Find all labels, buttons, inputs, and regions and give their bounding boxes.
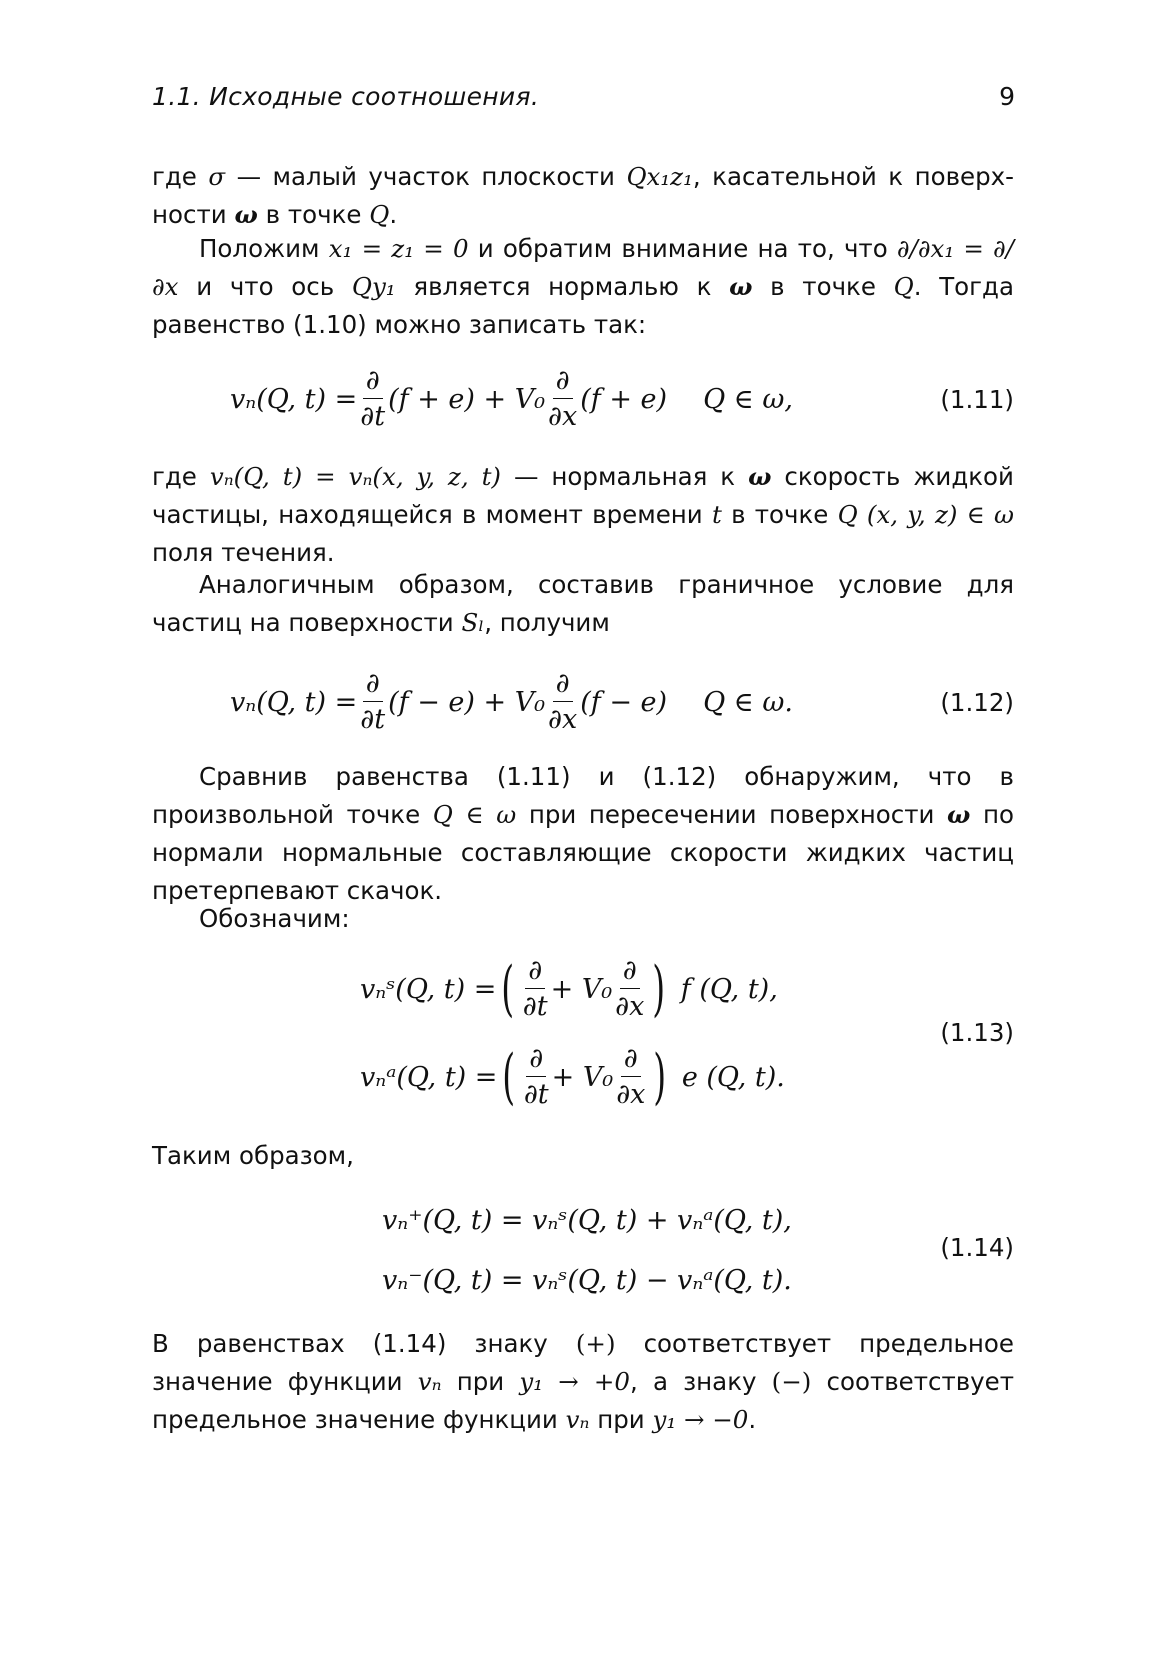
equation-line: vₙ⁻(Q, t) = vₙˢ(Q, t) − vₙᵃ(Q, t). [382, 1265, 792, 1296]
equation-1-12: vₙ(Q, t) = $\frac{\partial}{\partial t}$ (f − e) + V₀ $\frac{\partial}{\partial x}$ (f − e) Q ∈ ω. (1.12) [230, 668, 1014, 735]
paragraph-6: Обозначим: [199, 904, 350, 933]
equation-number: (1.12) [940, 688, 1014, 717]
paragraph-7: Таким образом, [152, 1141, 354, 1170]
equation-line: vₙ⁺(Q, t) = vₙˢ(Q, t) + vₙᵃ(Q, t), [382, 1205, 792, 1236]
paragraph-4: Аналогичным образом, составив граничное условие для частиц на поверхности Sₗ, получим [152, 570, 1014, 637]
equation-number: (1.13) [940, 1018, 1014, 1047]
equation-1-13: vₙˢ(Q, t) = ( $\frac{\partial}{\partial t}$ + V₀ $\frac{\partial}{\partial x}$ ) f (Q, t), vₙᵃ(Q, t) = ( $\frac{\partial}{\partial t}$ + V₀ $\frac{\partial}{\partial x}$ ) e (Q, t). (1.13) [360, 954, 1014, 1112]
paragraph-8: В равенствах (1.14) знаку (+) соответствует предельное значение функции vₙ при y₁ → +0, а знаку (−) соответствует предельное значение функции vₙ при y₁ → −0. [152, 1329, 1015, 1434]
paragraph-3: где vₙ(Q, t) = vₙ(x, y, z, t) — нормальная к ω скорость жидкой частицы, находящейся в момент времени t в точке Q (x, y, z) ∈ ω поля течения. [152, 462, 1014, 567]
equation-1-14 [152, 1205, 1014, 1325]
page-number: 9 [999, 82, 1015, 111]
equation-number: (1.14) [940, 1233, 1014, 1262]
paragraph-1: где σ — малый участок плоскости Qx₁z₁, касательной к поверх-ности ω в точке Q. [152, 162, 1014, 229]
paragraph-5: Сравнив равенства (1.11) и (1.12) обнаружим, что в произвольной точке Q ∈ ω при пересечении поверхности ω по нормали нормальные составляющие скорости жидких частиц претерпевают скачок. [152, 762, 1014, 905]
paragraph-2: Положим x₁ = z₁ = 0 и обратим внимание на то, что ∂/∂x₁ = ∂/∂x и что ось Qy₁ является нормалью к ω в точке Q. Тогда равенство (1.10) можно записать так: [152, 234, 1014, 339]
equation-1-11: vₙ(Q, t) = $\frac{\partial}{\partial t}$ (f + e) + V₀ $\frac{\partial}{\partial x}$ (f + e) Q ∈ ω, (1.11) [230, 365, 1014, 432]
equation-number: (1.11) [940, 385, 1014, 414]
running-head: 1.1. Исходные соотношения. [152, 82, 540, 111]
